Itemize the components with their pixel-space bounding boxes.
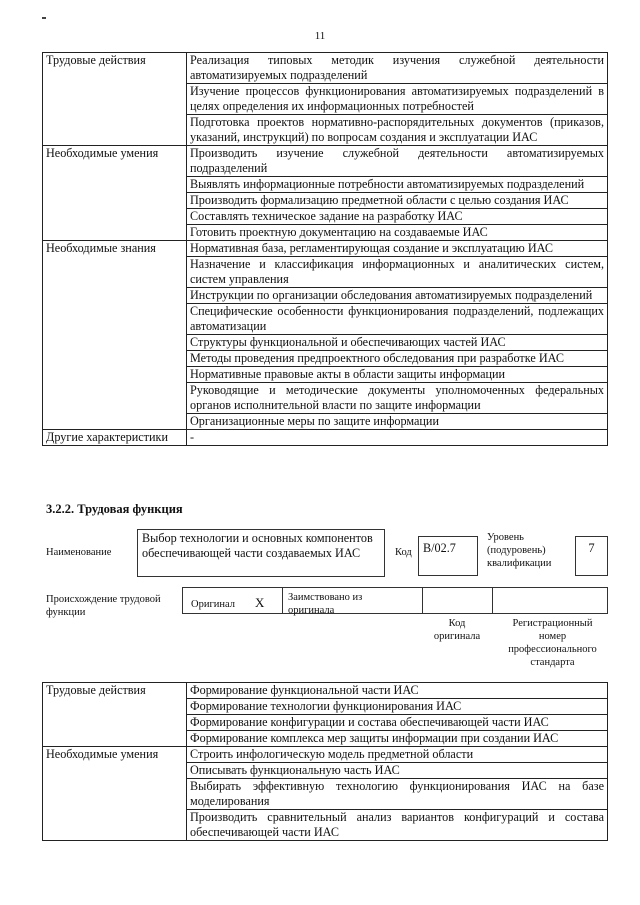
row-item: Производить сравнительный анализ вариантов конфигураций и состава обеспечивающей части ИАС xyxy=(187,810,608,841)
table-row xyxy=(43,241,608,257)
row-item: Специфические особенности функционирования подразделений, подлежащих автоматизации xyxy=(187,304,608,335)
origin-divider xyxy=(282,587,283,614)
row-label: Трудовые действия xyxy=(43,683,187,747)
row-item: Строить инфологическую модель предметной области xyxy=(187,747,608,763)
row-label: Трудовые действия xyxy=(43,53,187,146)
row-item: Организационные меры по защите информации xyxy=(187,414,608,430)
row-item: Руководящие и методические документы уполномоченных федеральных органов исполнительной власти по защите информации xyxy=(187,383,608,414)
section-heading: 3.2.2. Трудовая функция xyxy=(46,502,183,516)
row-label: Другие характеристики xyxy=(43,430,187,446)
row-item: Производить формализацию предметной области с целью создания ИАС xyxy=(187,193,608,209)
code-caption: Код оригинала xyxy=(433,618,481,642)
original-label: Оригинал xyxy=(191,599,235,610)
row-item: Формирование функциональной части ИАС xyxy=(187,683,608,699)
scan-mark xyxy=(42,17,46,19)
row-label: Необходимые умения xyxy=(43,146,187,241)
row-item: Инструкции по организации обследования автоматизируемых подразделений xyxy=(187,288,608,304)
level-label: Уровень (подуровень) квалификации xyxy=(487,532,552,569)
level-value: 7 xyxy=(575,536,608,576)
origin-divider xyxy=(492,587,493,614)
row-item: Изучение процессов функционирования автоматизируемых подразделений в целях определения их информационных потребностей xyxy=(187,84,608,115)
page-number: 11 xyxy=(314,30,326,42)
row-item: Подготовка проектов нормативно-распорядительных документов (приказов, указаний, инструкций) по вопросам создания и эксплуатации ИАС xyxy=(187,115,608,146)
origin-label: Происхождение трудовой функции xyxy=(46,594,161,618)
row-label: Необходимые умения xyxy=(43,747,187,841)
labor-table-1 xyxy=(42,52,608,446)
row-item: Выбирать эффективную технологию функционирования ИАС на базе моделирования xyxy=(187,779,608,810)
row-item: Нормативные правовые акты в области защиты информации xyxy=(187,367,608,383)
row-item: Составлять техническое задание на разработку ИАС xyxy=(187,209,608,225)
row-item: Реализация типовых методик изучения служебной деятельности автоматизируемых подразделений xyxy=(187,53,608,84)
row-item: Формирование технологии функционирования ИАС xyxy=(187,699,608,715)
row-item: Назначение и классификация информационных и аналитических систем, систем управления xyxy=(187,257,608,288)
row-item: Готовить проектную документацию на создаваемые ИАС xyxy=(187,225,608,241)
table-row xyxy=(43,53,608,84)
row-item: Формирование конфигурации и состава обеспечивающей части ИАС xyxy=(187,715,608,731)
row-item: - xyxy=(187,430,608,446)
row-item: Нормативная база, регламентирующая создание и эксплуатацию ИАС xyxy=(187,241,608,257)
borrowed-label: Заимствовано из оригинала xyxy=(288,592,363,616)
row-item: Структуры функциональной и обеспечивающих частей ИАС xyxy=(187,335,608,351)
original-mark: X xyxy=(255,595,265,610)
row-item: Методы проведения предпроектного обследования при разработке ИАС xyxy=(187,351,608,367)
table-row xyxy=(43,430,608,446)
row-item: Производить изучение служебной деятельности автоматизируемых подразделений xyxy=(187,146,608,177)
name-value: Выбор технологии и основных компонентов обеспечивающей части создаваемых ИАС xyxy=(137,529,385,577)
table-row xyxy=(43,683,608,699)
labor-table-2 xyxy=(42,682,608,841)
table-row xyxy=(43,747,608,763)
origin-divider xyxy=(422,587,423,614)
reg-caption: Регистрационный номер профессионального стандарта xyxy=(508,618,597,668)
name-label: Наименование xyxy=(46,547,112,558)
table-row xyxy=(43,146,608,177)
code-label: Код xyxy=(395,547,412,558)
row-label: Необходимые знания xyxy=(43,241,187,430)
row-item: Выявлять информационные потребности автоматизируемых подразделений xyxy=(187,177,608,193)
row-item: Формирование комплекса мер защиты информации при создании ИАС xyxy=(187,731,608,747)
code-value: B/02.7 xyxy=(418,536,478,576)
row-item: Описывать функциональную часть ИАС xyxy=(187,763,608,779)
